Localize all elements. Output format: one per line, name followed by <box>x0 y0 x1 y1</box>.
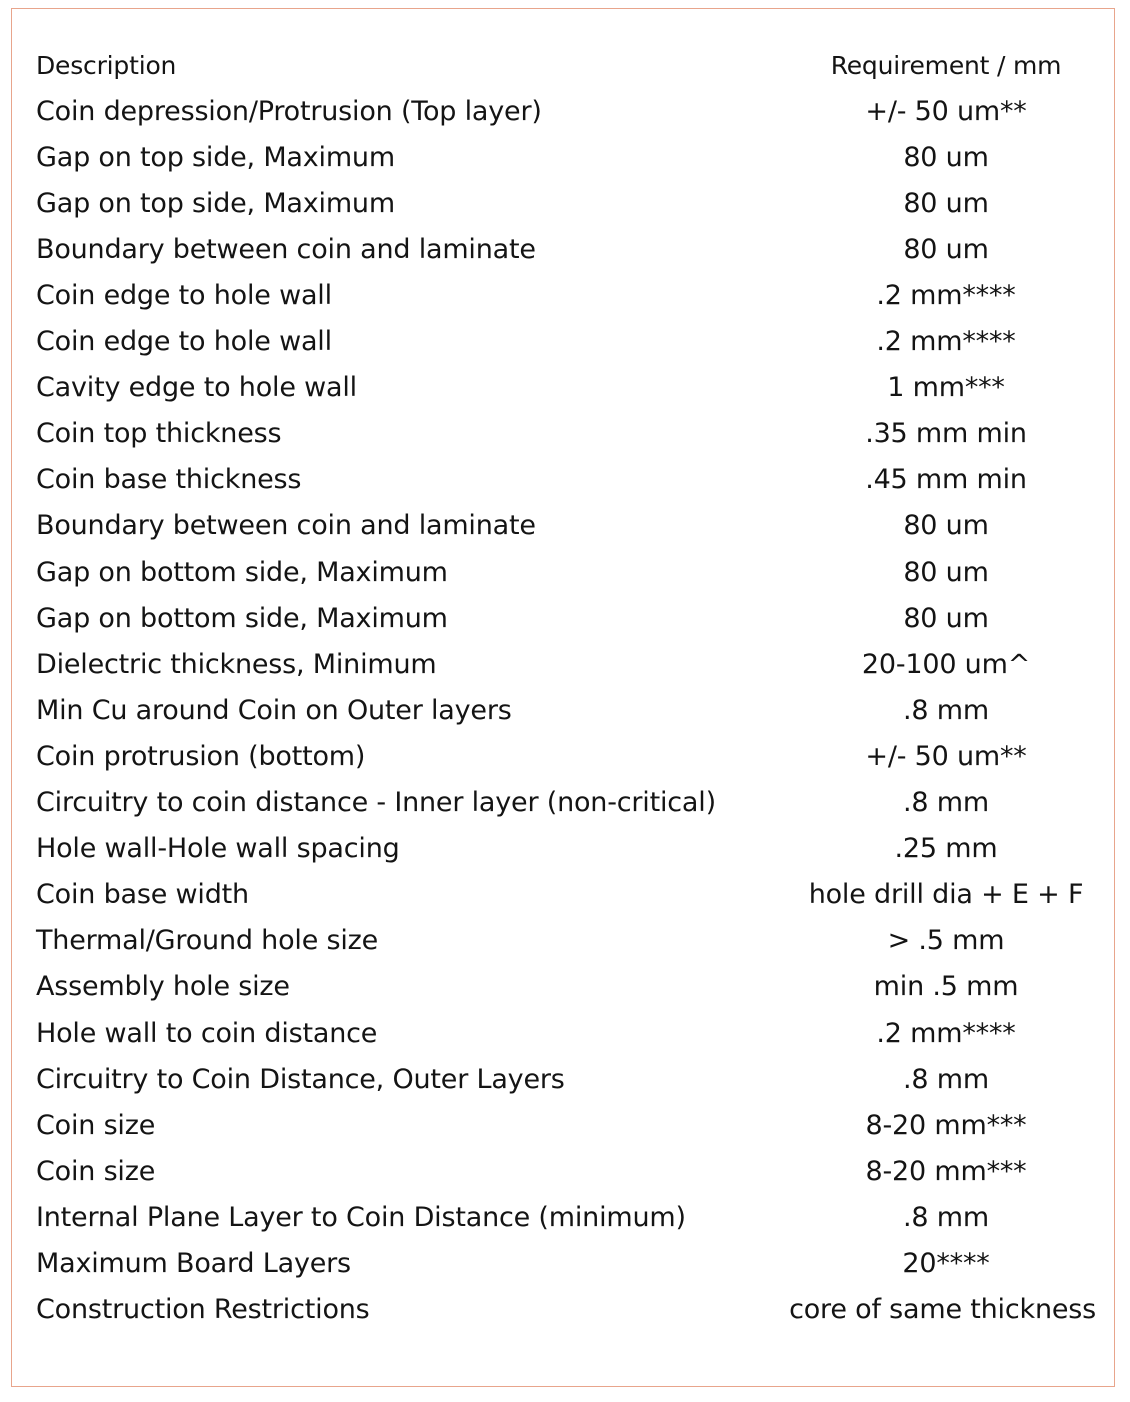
row-description: Gap on bottom side, Maximum <box>36 602 448 634</box>
table-row <box>36 272 1096 318</box>
row-requirement: 80 um <box>903 556 989 588</box>
row-requirement: .2 mm**** <box>876 1017 1016 1049</box>
row-description: Coin protrusion (bottom) <box>36 740 366 772</box>
row-description: Min Cu around Coin on Outer layers <box>36 694 512 726</box>
table-row <box>36 457 1096 503</box>
row-requirement: hole drill dia + E + F <box>808 879 1084 911</box>
table-row <box>36 687 1096 733</box>
row-description: Gap on top side, Maximum <box>36 141 395 173</box>
requirements-table <box>36 42 1096 1333</box>
row-description: Coin base thickness <box>36 464 302 496</box>
row-requirement: 80 um <box>903 187 989 219</box>
table-row <box>36 1240 1096 1286</box>
table-row <box>36 1287 1096 1333</box>
row-requirement: 8-20 mm*** <box>865 1109 1027 1141</box>
row-description: Coin base width <box>36 879 249 911</box>
row-description: Construction Restrictions <box>36 1294 370 1326</box>
row-requirement: min .5 mm <box>873 971 1019 1003</box>
row-requirement: > .5 mm <box>887 925 1005 957</box>
table-row <box>36 1102 1096 1148</box>
row-requirement: .8 mm <box>903 694 989 726</box>
table-row <box>36 549 1096 595</box>
table-body <box>36 88 1096 1333</box>
row-description: Gap on bottom side, Maximum <box>36 556 448 588</box>
row-description: Coin size <box>36 1109 156 1141</box>
row-requirement: 1 mm*** <box>887 372 1005 404</box>
table-row <box>36 134 1096 180</box>
row-description: Maximum Board Layers <box>36 1247 351 1279</box>
row-requirement: 20-100 um^ <box>861 648 1031 680</box>
row-requirement: .45 mm min <box>865 464 1027 496</box>
row-requirement: .2 mm**** <box>876 326 1016 358</box>
header-description: Description <box>36 50 177 80</box>
table-row <box>36 595 1096 641</box>
row-description: Internal Plane Layer to Coin Distance (minimum) <box>36 1201 686 1233</box>
table-row <box>36 503 1096 549</box>
row-requirement: .25 mm <box>894 833 998 865</box>
row-requirement: core of same thickness <box>789 1294 1096 1326</box>
row-requirement: .8 mm <box>903 1063 989 1095</box>
table-row <box>36 1010 1096 1056</box>
table-row <box>36 780 1096 826</box>
row-description: Hole wall to coin distance <box>36 1017 378 1049</box>
table-row <box>36 1194 1096 1240</box>
table-row <box>36 226 1096 272</box>
row-requirement: 20**** <box>902 1247 990 1279</box>
row-description: Coin edge to hole wall <box>36 280 332 312</box>
row-description: Dielectric thickness, Minimum <box>36 648 437 680</box>
table-row <box>36 641 1096 687</box>
table-row <box>36 180 1096 226</box>
row-requirement: +/- 50 um** <box>865 95 1027 127</box>
table-header <box>36 42 1096 88</box>
row-description: Gap on top side, Maximum <box>36 187 395 219</box>
table-row <box>36 1056 1096 1102</box>
row-requirement: 80 um <box>903 510 989 542</box>
row-requirement: 80 um <box>903 602 989 634</box>
row-description: Circuitry to coin distance - Inner layer (non-critical) <box>36 787 716 819</box>
row-requirement: 80 um <box>903 233 989 265</box>
row-description: Coin top thickness <box>36 418 282 450</box>
table-row <box>36 964 1096 1010</box>
table-row <box>36 918 1096 964</box>
header-requirement: Requirement / mm <box>830 50 1062 80</box>
row-description: Thermal/Ground hole size <box>36 925 379 957</box>
table-row <box>36 733 1096 779</box>
table-row <box>36 88 1096 134</box>
row-description: Circuitry to Coin Distance, Outer Layers <box>36 1063 565 1095</box>
table-row <box>36 411 1096 457</box>
table-row <box>36 1148 1096 1194</box>
row-requirement: 80 um <box>903 141 989 173</box>
row-requirement: .2 mm**** <box>876 280 1016 312</box>
table-row <box>36 319 1096 365</box>
row-description: Coin depression/Protrusion (Top layer) <box>36 95 542 127</box>
table-row <box>36 872 1096 918</box>
row-description: Hole wall-Hole wall spacing <box>36 833 400 865</box>
row-description: Cavity edge to hole wall <box>36 372 357 404</box>
row-requirement: +/- 50 um** <box>865 740 1027 772</box>
row-description: Boundary between coin and laminate <box>36 233 536 265</box>
row-requirement: .8 mm <box>903 787 989 819</box>
table-row <box>36 826 1096 872</box>
row-description: Assembly hole size <box>36 971 290 1003</box>
row-description: Coin edge to hole wall <box>36 326 332 358</box>
row-description: Boundary between coin and laminate <box>36 510 536 542</box>
row-requirement: .35 mm min <box>865 418 1027 450</box>
table-row <box>36 365 1096 411</box>
row-description: Coin size <box>36 1155 156 1187</box>
row-requirement: 8-20 mm*** <box>865 1155 1027 1187</box>
row-requirement: .8 mm <box>903 1201 989 1233</box>
